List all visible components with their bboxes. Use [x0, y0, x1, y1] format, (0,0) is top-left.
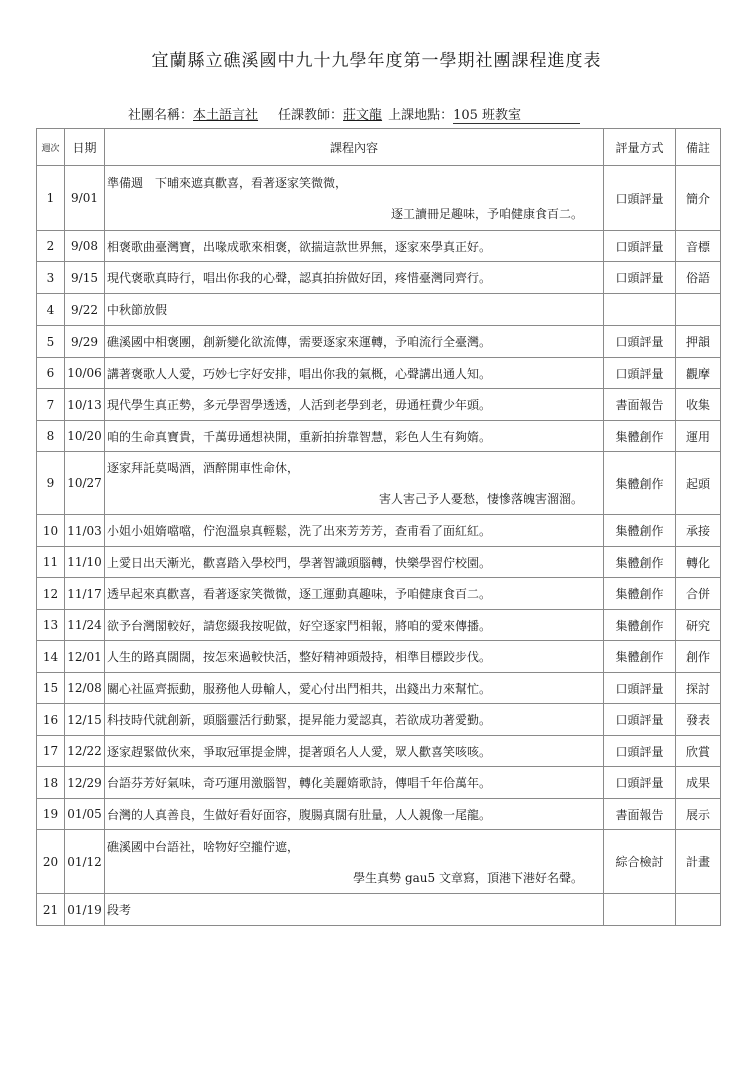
content-cell: [105, 547, 604, 578]
note-cell: 成果: [676, 767, 721, 799]
week-cell: 17: [37, 736, 65, 767]
date-cell: 10/27: [65, 452, 105, 515]
note-cell: 承接: [676, 515, 721, 547]
club-name: 本土語言社: [193, 108, 259, 123]
table-row: [37, 736, 721, 767]
method-cell: 口頭評量: [604, 673, 676, 704]
table-row: [37, 166, 721, 231]
date-cell: 9/08: [65, 231, 105, 262]
content-cell: [105, 799, 604, 830]
content-cell: [105, 421, 604, 452]
method-cell: 口頭評量: [604, 736, 676, 767]
week-cell: 9: [37, 452, 65, 515]
place-label: 上課地點：: [388, 108, 454, 123]
header-week: 週次: [37, 129, 65, 166]
content-line: 台語芬芳好氣味，奇巧運用激腦智，轉化美麗媠歌詩，傳唱千年佮萬年。: [107, 776, 492, 790]
method-cell: 集體創作: [604, 421, 676, 452]
table-row: [37, 673, 721, 704]
date-cell: 9/29: [65, 326, 105, 358]
method-cell: 口頭評量: [604, 767, 676, 799]
content-cell: [105, 736, 604, 767]
table-row: [37, 578, 721, 610]
week-cell: 14: [37, 641, 65, 673]
note-cell: 欣賞: [676, 736, 721, 767]
week-cell: 1: [37, 166, 65, 231]
content-cell: [105, 830, 604, 894]
date-cell: 10/20: [65, 421, 105, 452]
week-cell: 18: [37, 767, 65, 799]
table-row: [37, 421, 721, 452]
date-cell: 9/15: [65, 262, 105, 294]
table-row: [37, 830, 721, 894]
week-cell: 10: [37, 515, 65, 547]
content-line: 小姐小姐媠噹噹，佇泡溫泉真輕鬆，洗了出來芳芳芳，查甫看了面紅紅。: [107, 524, 492, 538]
table-row: [37, 231, 721, 262]
date-cell: 10/06: [65, 358, 105, 389]
week-cell: 13: [37, 610, 65, 641]
content-cell: [105, 767, 604, 799]
note-cell: 起頭: [676, 452, 721, 515]
content-line: 現代學生真正勢，多元學習學透透，人活到老學到老，毋通枉費少年頭。: [107, 398, 492, 412]
content-line: 咱的生命真寶貴，千萬毋通想袂開，重新拍拚靠智慧，彩色人生有夠媠。: [107, 429, 492, 444]
week-cell: 16: [37, 704, 65, 736]
date-cell: 12/01: [65, 641, 105, 673]
method-cell: 集體創作: [604, 578, 676, 610]
note-cell: 發表: [676, 704, 721, 736]
table-row: [37, 767, 721, 799]
content-line: 相褒歌曲臺灣寶，出喙成歌來相褒，欲揣這款世界無，逐家來學真正好。: [107, 239, 492, 254]
table-row: [37, 641, 721, 673]
note-cell: 押韻: [676, 326, 721, 358]
content-line: 關心社區齊振動，服務他人毋輸人，愛心付出鬥相共，出錢出力來幫忙。: [107, 681, 492, 696]
week-cell: 19: [37, 799, 65, 830]
date-cell: 12/08: [65, 673, 105, 704]
date-cell: 01/12: [65, 830, 105, 894]
note-cell: [676, 294, 721, 326]
method-cell: 綜合檢討: [604, 830, 676, 894]
table-row: [37, 547, 721, 578]
content-line: 講著褒歌人人愛，巧妙七字好安排，唱出你我的氣概，心聲講出通人知。: [107, 366, 492, 381]
content-line: 逐家拜託莫喝酒，酒醉開車性命休，: [107, 461, 300, 475]
week-cell: 15: [37, 673, 65, 704]
date-cell: 12/22: [65, 736, 105, 767]
week-cell: 6: [37, 358, 65, 389]
content-line: 人生的路真闊闊，按怎來過較快活，整好精神頭殼持，相準目標跤步伐。: [107, 650, 492, 664]
table-row: [37, 452, 721, 515]
date-cell: 12/15: [65, 704, 105, 736]
content-cell: [105, 358, 604, 389]
content-cell: [105, 389, 604, 421]
week-cell: 12: [37, 578, 65, 610]
content-line: 礁溪國中相褒團，創新變化欲流傳，需要逐家來運轉，予咱流行全臺灣。: [107, 335, 492, 349]
page-title: 宜蘭縣立礁溪國中九十九學年度第一學期社團課程進度表: [151, 51, 602, 71]
week-cell: 3: [37, 262, 65, 294]
content-line: 科技時代就創新，頭腦靈活行動緊，提昇能力愛認真，若欲成功著愛勤。: [107, 713, 492, 727]
content-line: 中秋節放假: [107, 303, 168, 317]
content-cell: [105, 515, 604, 547]
table-row: [37, 358, 721, 389]
method-cell: 集體創作: [604, 641, 676, 673]
header-note: 備註: [676, 129, 721, 166]
content-cell: [105, 704, 604, 736]
content-line: 上愛日出天漸光，歡喜踏入學校門，學著智識頭腦轉，快樂學習佇校園。: [107, 555, 492, 570]
content-cell: [105, 578, 604, 610]
table-row: [37, 515, 721, 547]
content-cell: [105, 231, 604, 262]
date-cell: 11/17: [65, 578, 105, 610]
note-cell: 簡介: [676, 166, 721, 231]
header-method: 評量方式: [604, 129, 676, 166]
teacher-label: 任課教師：: [278, 108, 344, 123]
note-cell: 合併: [676, 578, 721, 610]
content-line: 礁溪國中台語社，啥物好空攏佇遮，: [107, 839, 300, 854]
content-line: 段考: [107, 903, 132, 917]
course-info: [128, 104, 580, 124]
week-cell: 2: [37, 231, 65, 262]
note-cell: 收集: [676, 389, 721, 421]
method-cell: 集體創作: [604, 547, 676, 578]
content-line: 欲予台灣閣較好，請您綴我按呢做，好空逐家鬥相報，將咱的愛來傳播。: [107, 618, 492, 633]
note-cell: 探討: [676, 673, 721, 704]
content-cell: [105, 894, 604, 926]
content-line-2: 學生真勢 gau5 文章寫，頂港下港好名聲。: [353, 870, 583, 885]
content-cell: [105, 294, 604, 326]
week-cell: 21: [37, 894, 65, 926]
content-cell: [105, 673, 604, 704]
week-cell: 8: [37, 421, 65, 452]
week-cell: 11: [37, 547, 65, 578]
note-cell: 研究: [676, 610, 721, 641]
week-cell: 20: [37, 830, 65, 894]
date-cell: 9/01: [65, 166, 105, 231]
note-cell: 展示: [676, 799, 721, 830]
date-cell: 11/03: [65, 515, 105, 547]
date-cell: 01/05: [65, 799, 105, 830]
method-cell: 集體創作: [604, 515, 676, 547]
content-cell: [105, 326, 604, 358]
table-row: [37, 894, 721, 926]
date-cell: 12/29: [65, 767, 105, 799]
method-cell: 書面報告: [604, 389, 676, 421]
method-cell: 口頭評量: [604, 358, 676, 389]
table-row: [37, 610, 721, 641]
note-cell: 轉化: [676, 547, 721, 578]
content-line-2: 害人害己予人憂愁，悽慘落魄害溜溜。: [378, 492, 583, 506]
content-line: 現代褒歌真時行，唱出你我的心聲，認真拍拚做好囝，疼惜臺灣同齊行。: [107, 271, 492, 285]
content-line-2: 逐工讀冊足趣味，予咱健康食百二。: [390, 207, 583, 221]
table-row: [37, 294, 721, 326]
table-row: [37, 389, 721, 421]
method-cell: 集體創作: [604, 452, 676, 515]
week-cell: 7: [37, 389, 65, 421]
date-cell: 11/24: [65, 610, 105, 641]
method-cell: 書面報告: [604, 799, 676, 830]
method-cell: [604, 894, 676, 926]
content-line: 透早起來真歡喜，看著逐家笑微微，逐工運動真趣味，予咱健康食百二。: [107, 587, 492, 601]
method-cell: 口頭評量: [604, 231, 676, 262]
week-cell: 4: [37, 294, 65, 326]
note-cell: 觀摩: [676, 358, 721, 389]
header-row: [37, 129, 721, 166]
note-cell: 創作: [676, 641, 721, 673]
method-cell: 口頭評量: [604, 262, 676, 294]
method-cell: 口頭評量: [604, 704, 676, 736]
table-row: [37, 704, 721, 736]
method-cell: 口頭評量: [604, 326, 676, 358]
content-line: 逐家趕緊做伙來，爭取冠軍提金牌，提著頭名人人愛，眾人歡喜笑咳咳。: [107, 744, 492, 759]
header-date: 日期: [65, 129, 105, 166]
date-cell: 11/10: [65, 547, 105, 578]
content-cell: [105, 452, 604, 515]
schedule-table: [36, 128, 721, 926]
content-cell: [105, 262, 604, 294]
note-cell: 音標: [676, 231, 721, 262]
table-row: [37, 799, 721, 830]
note-cell: [676, 894, 721, 926]
content-cell: [105, 166, 604, 231]
method-cell: 集體創作: [604, 610, 676, 641]
table-row: [37, 262, 721, 294]
teacher-name: 莊文龍: [343, 108, 383, 123]
content-cell: [105, 610, 604, 641]
table-row: [37, 326, 721, 358]
date-cell: 01/19: [65, 894, 105, 926]
note-cell: 計畫: [676, 830, 721, 894]
note-cell: 運用: [676, 421, 721, 452]
date-cell: 10/13: [65, 389, 105, 421]
club-label: 社團名稱：: [128, 108, 194, 123]
method-cell: [604, 294, 676, 326]
header-content: 課程內容: [105, 129, 604, 166]
content-cell: [105, 641, 604, 673]
place-value: 105 班教室: [453, 108, 580, 124]
week-cell: 5: [37, 326, 65, 358]
method-cell: 口頭評量: [604, 166, 676, 231]
content-line: 準備週 下晡來遮真歡喜，看著逐家笑微微，: [107, 176, 348, 190]
note-cell: 俗語: [676, 262, 721, 294]
content-line: 台灣的人真善良，生做好看好面容，腹腸真闊有肚量，人人親像一尾龍。: [107, 807, 492, 822]
date-cell: 9/22: [65, 294, 105, 326]
